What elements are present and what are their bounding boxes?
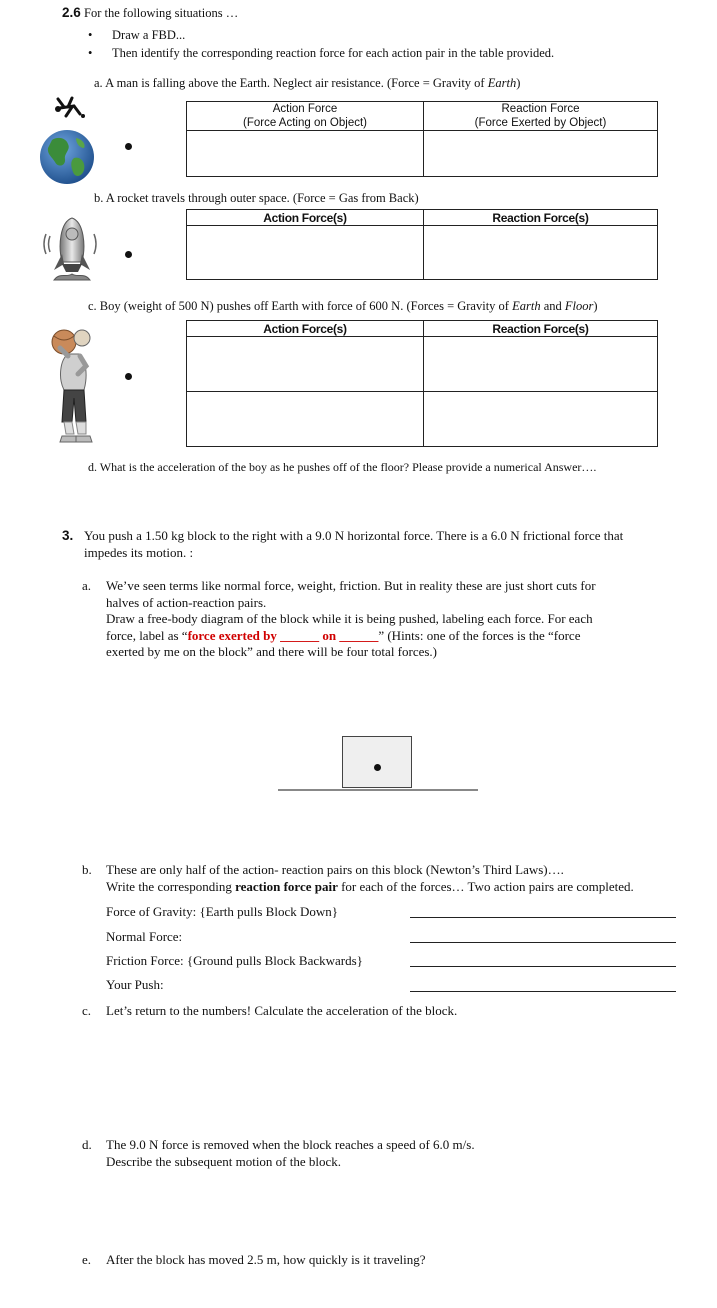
answer-line-gravity[interactable] [410, 917, 676, 918]
text-part: ) [516, 76, 521, 90]
fbd-dot [125, 143, 132, 150]
reaction-force-cell[interactable] [424, 226, 658, 280]
reaction-row-normal: Normal Force: [106, 929, 183, 944]
text-line: We’ve seen terms like normal force, weight, friction. But in reality these are just short cuts for [106, 578, 596, 593]
text-part: c. Boy (weight of 500 N) pushes off Earth with force of 600 N. (Forces = Gravity of [88, 299, 513, 313]
ground-line [278, 789, 478, 791]
question-label: d. [82, 1137, 92, 1152]
reaction-row-gravity: Force of Gravity: {Earth pulls Block Down} [106, 904, 338, 919]
reaction-force-cell[interactable] [424, 392, 658, 447]
answer-line-normal[interactable] [410, 942, 676, 943]
text-part: force, label as “ [106, 627, 188, 643]
text-em: Earth [512, 299, 541, 313]
bullet-mark: • [88, 46, 93, 60]
text-line: These are only half of the action- reaction pairs on this block (Newton’s Third Laws)…. [106, 862, 564, 877]
question-label: e. [82, 1252, 92, 1267]
table-c [186, 320, 658, 447]
text-em: Floor [564, 299, 594, 313]
answer-line-friction[interactable] [410, 966, 676, 967]
question-label: b. [82, 862, 92, 877]
falling-man-icon [52, 96, 90, 122]
question-3a-body [106, 578, 596, 661]
table-b [186, 209, 658, 280]
block-center-dot [374, 764, 381, 771]
intro-text: You push a 1.50 kg block to the right with a 9.0 N horizontal force. There is a 6.0 N frictional force that [84, 528, 624, 543]
fbd-dot [125, 251, 132, 258]
text-bold: reaction force pair [235, 879, 338, 894]
table-a [186, 101, 658, 177]
bullet-text: Draw a FBD... [112, 28, 186, 42]
action-force-cell[interactable] [187, 337, 424, 392]
label-template: force exerted by ______ on ______ [187, 627, 379, 643]
question-a-text [94, 76, 520, 91]
fbd-dot [125, 373, 132, 380]
text-line: Draw a free-body diagram of the block while it is being pushed, labeling each force. For each [106, 611, 593, 626]
question-d-text: d. What is the acceleration of the boy as he pushes off of the floor? Please provide a numerical Answer…. [88, 460, 597, 474]
header-line: Action Force [272, 103, 338, 115]
header-action-forces: Action Force(s) [187, 321, 424, 337]
text-part: Write the corresponding [106, 879, 236, 894]
section-number: 2.6 [62, 5, 81, 20]
header-line: (Force Acting on Object) [243, 117, 367, 129]
question-b-text: b. A rocket travels through outer space. (Force = Gas from Back) [94, 191, 419, 205]
header-reaction-forces: Reaction Force(s) [424, 321, 658, 337]
text-em: Earth [487, 76, 517, 90]
text-line: exerted by me on the block” and there will be four total forces.) [106, 644, 438, 659]
text-part: a. A man is falling above the Earth. Neglect air resistance. (Force = Gravity of [94, 76, 488, 90]
section-2-6-heading [62, 5, 238, 21]
text-line [106, 628, 596, 645]
block [342, 736, 412, 788]
rocket-icon [38, 212, 106, 292]
reaction-force-cell[interactable] [424, 337, 658, 392]
reaction-row-push: Your Push: [106, 977, 164, 992]
header-line: (Force Exerted by Object) [474, 117, 607, 129]
section-intro: For the following situations … [84, 6, 239, 20]
question-text: After the block has moved 2.5 m, how quickly is it traveling? [106, 1252, 426, 1267]
earth-icon [38, 128, 96, 186]
answer-line-push[interactable] [410, 991, 676, 992]
section-number: 3. [62, 528, 74, 543]
action-force-cell[interactable] [187, 392, 424, 447]
text-part: ” (Hints: one of the forces is the “force [378, 627, 581, 643]
header-reaction-force [424, 102, 658, 131]
bullet-mark: • [88, 28, 93, 42]
text-part: and [540, 299, 565, 313]
action-force-cell[interactable] [187, 226, 424, 280]
bullet-text: Then identify the corresponding reaction force for each action pair in the table provided. [112, 46, 555, 60]
question-label: a. [82, 578, 92, 593]
header-line: Reaction Force [501, 103, 580, 115]
header-reaction-forces: Reaction Force(s) [424, 210, 658, 226]
reaction-row-friction: Friction Force: {Ground pulls Block Backwards} [106, 953, 363, 968]
text-part: for each of the forces… Two action pairs are completed. [337, 879, 634, 894]
text-part: ) [593, 299, 598, 313]
header-action-forces: Action Force(s) [187, 210, 424, 226]
text-line: The 9.0 N force is removed when the block reaches a speed of 6.0 m/s. [106, 1137, 475, 1152]
reaction-force-cell[interactable] [424, 131, 658, 177]
question-label: c. [82, 1003, 92, 1018]
question-c-text [88, 299, 598, 314]
question-text: Let’s return to the numbers! Calculate the acceleration of the block. [106, 1003, 458, 1018]
question-3d-body [106, 1136, 475, 1170]
header-action-force [187, 102, 424, 131]
text-line: halves of action-reaction pairs. [106, 594, 267, 610]
action-force-cell[interactable] [187, 131, 424, 177]
question-3b-body [106, 861, 634, 895]
text-line: Describe the subsequent motion of the block. [106, 1154, 342, 1169]
intro-text: impedes its motion. : [84, 545, 194, 560]
boy-icon [46, 326, 104, 448]
text-line [106, 878, 634, 895]
